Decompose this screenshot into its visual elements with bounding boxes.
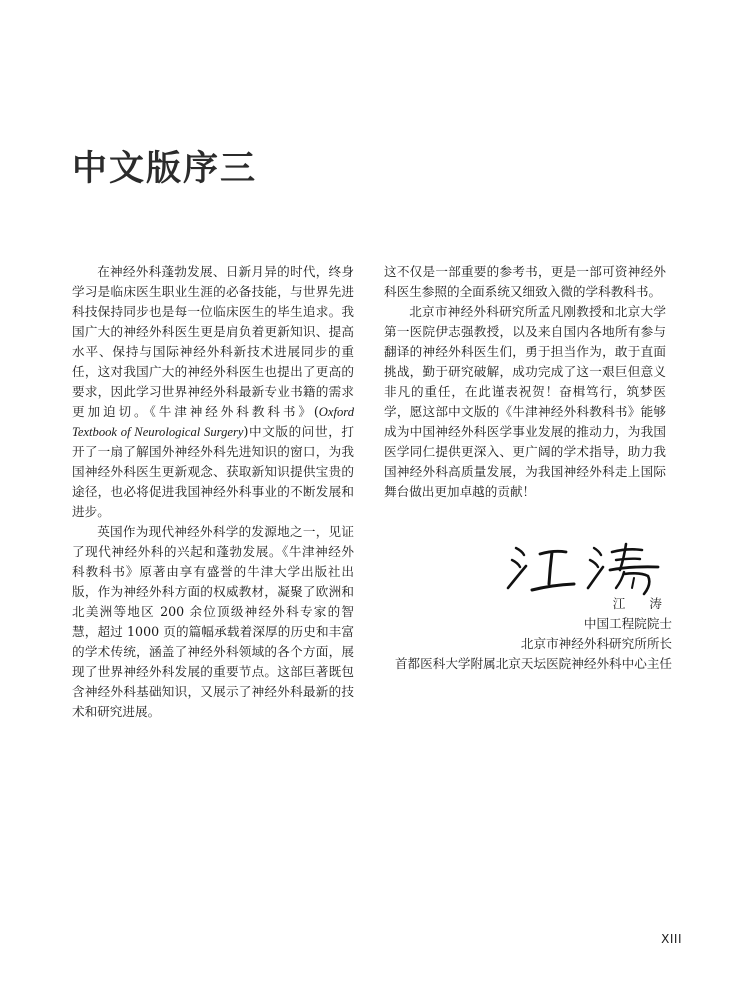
paragraph-2-continued: 这不仅是一部重要的参考书，更是一部可资神经外科医生参照的全面系统又细致入微的学科教科书。 (384, 264, 666, 299)
paragraph-1-text-b: )中文版的问世，打开了一扇了解国外神经外科先进知识的窗口，为我国神经外科医生更新观念、获取新知识提供宝贵的途径，也必将促进我国神经外科事业的不断发展和进步。 (72, 424, 354, 519)
page-number: XIII (661, 932, 682, 946)
paragraph-3: 北京市神经外科研究所孟凡刚教授和北京大学第一医院伊志强教授，以及来自国内各地所有参与翻译的神经外科医生们，勇于担当作为，敢于直面挑战，勤于研究破解，成功完成了这一艰巨但意义非凡的重任，在此谨表祝贺！奋楫笃行，筑梦医学，愿这部中文版的《牛津神经外科教科书》能够成为中国神经外科医学事业发展的推动力，为我国医学同仁提供更深入、更广阔的学术指导，助力我国神经外科高质量发展，为我国神经外科走上国际舞台做出更加卓越的贡献！ (384, 304, 666, 499)
affiliation-1: 中国工程院院士 (583, 616, 672, 631)
affiliation-3: 首都医科大学附属北京天坛医院神经外科中心主任 (394, 656, 672, 671)
english-book-title: Oxford Textbook of Neurological Surgery (72, 405, 354, 439)
paragraph-1-text-a: 在神经外科蓬勃发展、日新月异的时代，终身学习是临床医生职业生涯的必备技能，与世界先进科技保持同步也是每一位临床医生的毕生追求。我国广大的神经外科医生更是肩负着更新知识、提高水平、保持与国际神经外科新技术进展同步的重任，这对我国广大的神经外科医生也提出了更高的要求，因此学习世界神经外科最新专业书籍的需求更加迫切。《牛津神经外科教科书》( (72, 264, 354, 419)
paragraph-1 (72, 262, 354, 522)
affiliation-2: 北京市神经外科研究所所长 (520, 636, 672, 651)
handwritten-signature (502, 538, 672, 598)
signature-block (352, 538, 672, 674)
right-column (384, 262, 666, 502)
page-title: 中文版序三 (72, 149, 258, 189)
author-name: 江 涛 (612, 596, 672, 611)
paragraph-2: 英国作为现代神经外科学的发源地之一，见证了现代神经外科的兴起和蓬勃发展。《牛津神经外科教科书》原著由享有盛誉的牛津大学出版社出版，作为神经外科方面的权威教材，凝聚了欧洲和北美洲等地区 200 余位顶级神经外科专家的智慧，超过 1000 页的篇幅承载着深厚的历史和丰富的学术传统，涵盖了神经外科领域的各个方面，展现了世界神经外科发展的重要节点。这部巨著既包含神经外科基础知识，又展示了神经外科最新的技术和研究进展。 (72, 524, 354, 719)
left-column (72, 262, 354, 722)
